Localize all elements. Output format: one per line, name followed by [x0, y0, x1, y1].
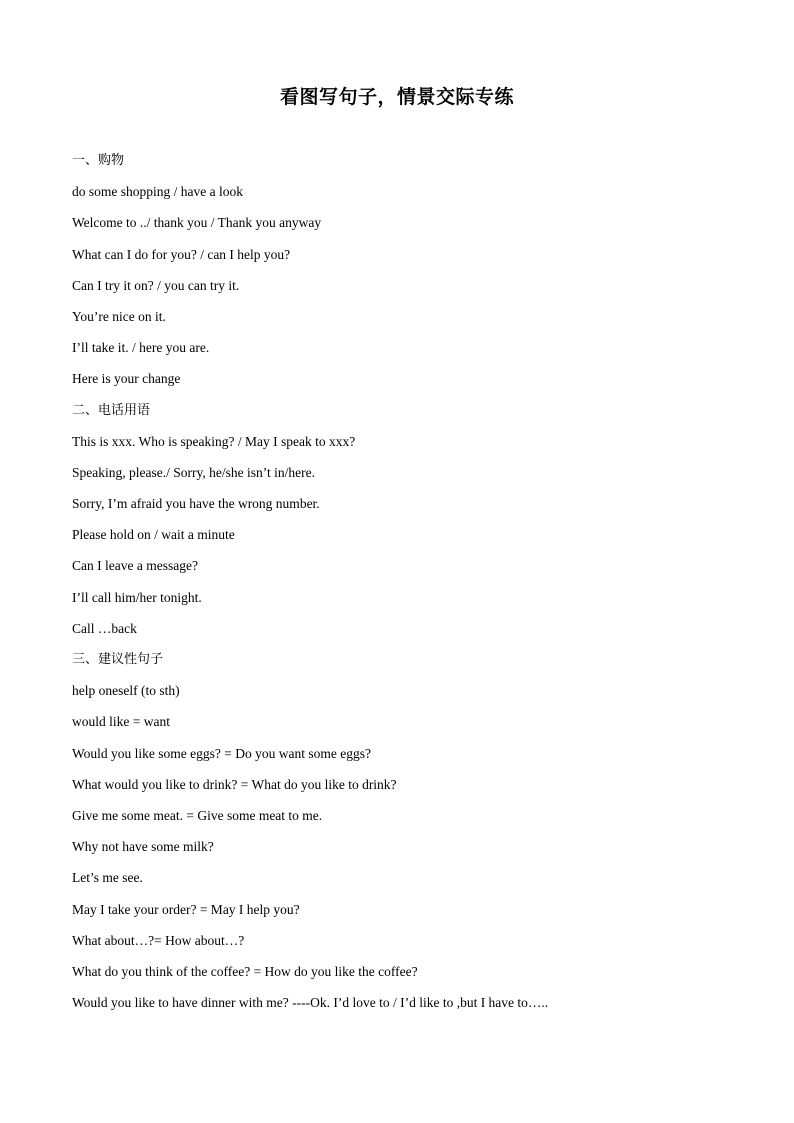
- text-line: Can I try it on? / you can try it.: [72, 277, 240, 293]
- text-line: This is xxx. Who is speaking? / May I speak to xxx?: [72, 433, 356, 449]
- text-line: What would you like to drink? = What do you like to drink?: [72, 776, 397, 792]
- text-line: What can I do for you? / can I help you?: [72, 246, 291, 262]
- text-line: What do you think of the coffee? = How do you like the coffee?: [72, 963, 418, 979]
- document-body: [72, 151, 752, 1024]
- text-line: Would you like to have dinner with me? ----Ok. I’d love to / I’d like to ,but I have to…..: [72, 995, 549, 1011]
- section-heading-telephone: 二、电话用语: [72, 402, 151, 418]
- section-heading-suggestions: 三、建议性句子: [72, 652, 164, 667]
- text-line: Sorry, I’m afraid you have the wrong number.: [72, 496, 320, 512]
- text-line: You’re nice on it.: [72, 308, 166, 324]
- text-line: Can I leave a message?: [72, 558, 198, 574]
- text-line: I’ll call him/her tonight.: [72, 589, 202, 605]
- text-line: Would you like some eggs? = Do you want some eggs?: [72, 745, 371, 761]
- text-line: Here is your change: [72, 371, 181, 387]
- text-line: May I take your order? = May I help you?: [72, 901, 300, 917]
- text-line: would like = want: [72, 714, 170, 730]
- text-line: Please hold on / wait a minute: [72, 527, 235, 543]
- section-heading-shopping: 一、购物: [72, 153, 125, 168]
- text-line: Speaking, please./ Sorry, he/she isn’t in/here.: [72, 464, 315, 480]
- text-line: I’ll take it. / here you are.: [72, 340, 210, 356]
- text-line: Why not have some milk?: [72, 839, 214, 855]
- text-line: help oneself (to sth): [72, 683, 180, 699]
- text-line: Welcome to ../ thank you / Thank you anyway: [72, 215, 322, 231]
- text-line: What about…?= How about…?: [72, 932, 245, 948]
- text-line: Let’s me see.: [72, 870, 143, 886]
- text-line: do some shopping / have a look: [72, 184, 243, 200]
- page-title: 看图写句子，情景交际专练: [279, 86, 514, 108]
- text-line: Call …back: [72, 620, 137, 636]
- text-line: Give me some meat. = Give some meat to me.: [72, 807, 323, 823]
